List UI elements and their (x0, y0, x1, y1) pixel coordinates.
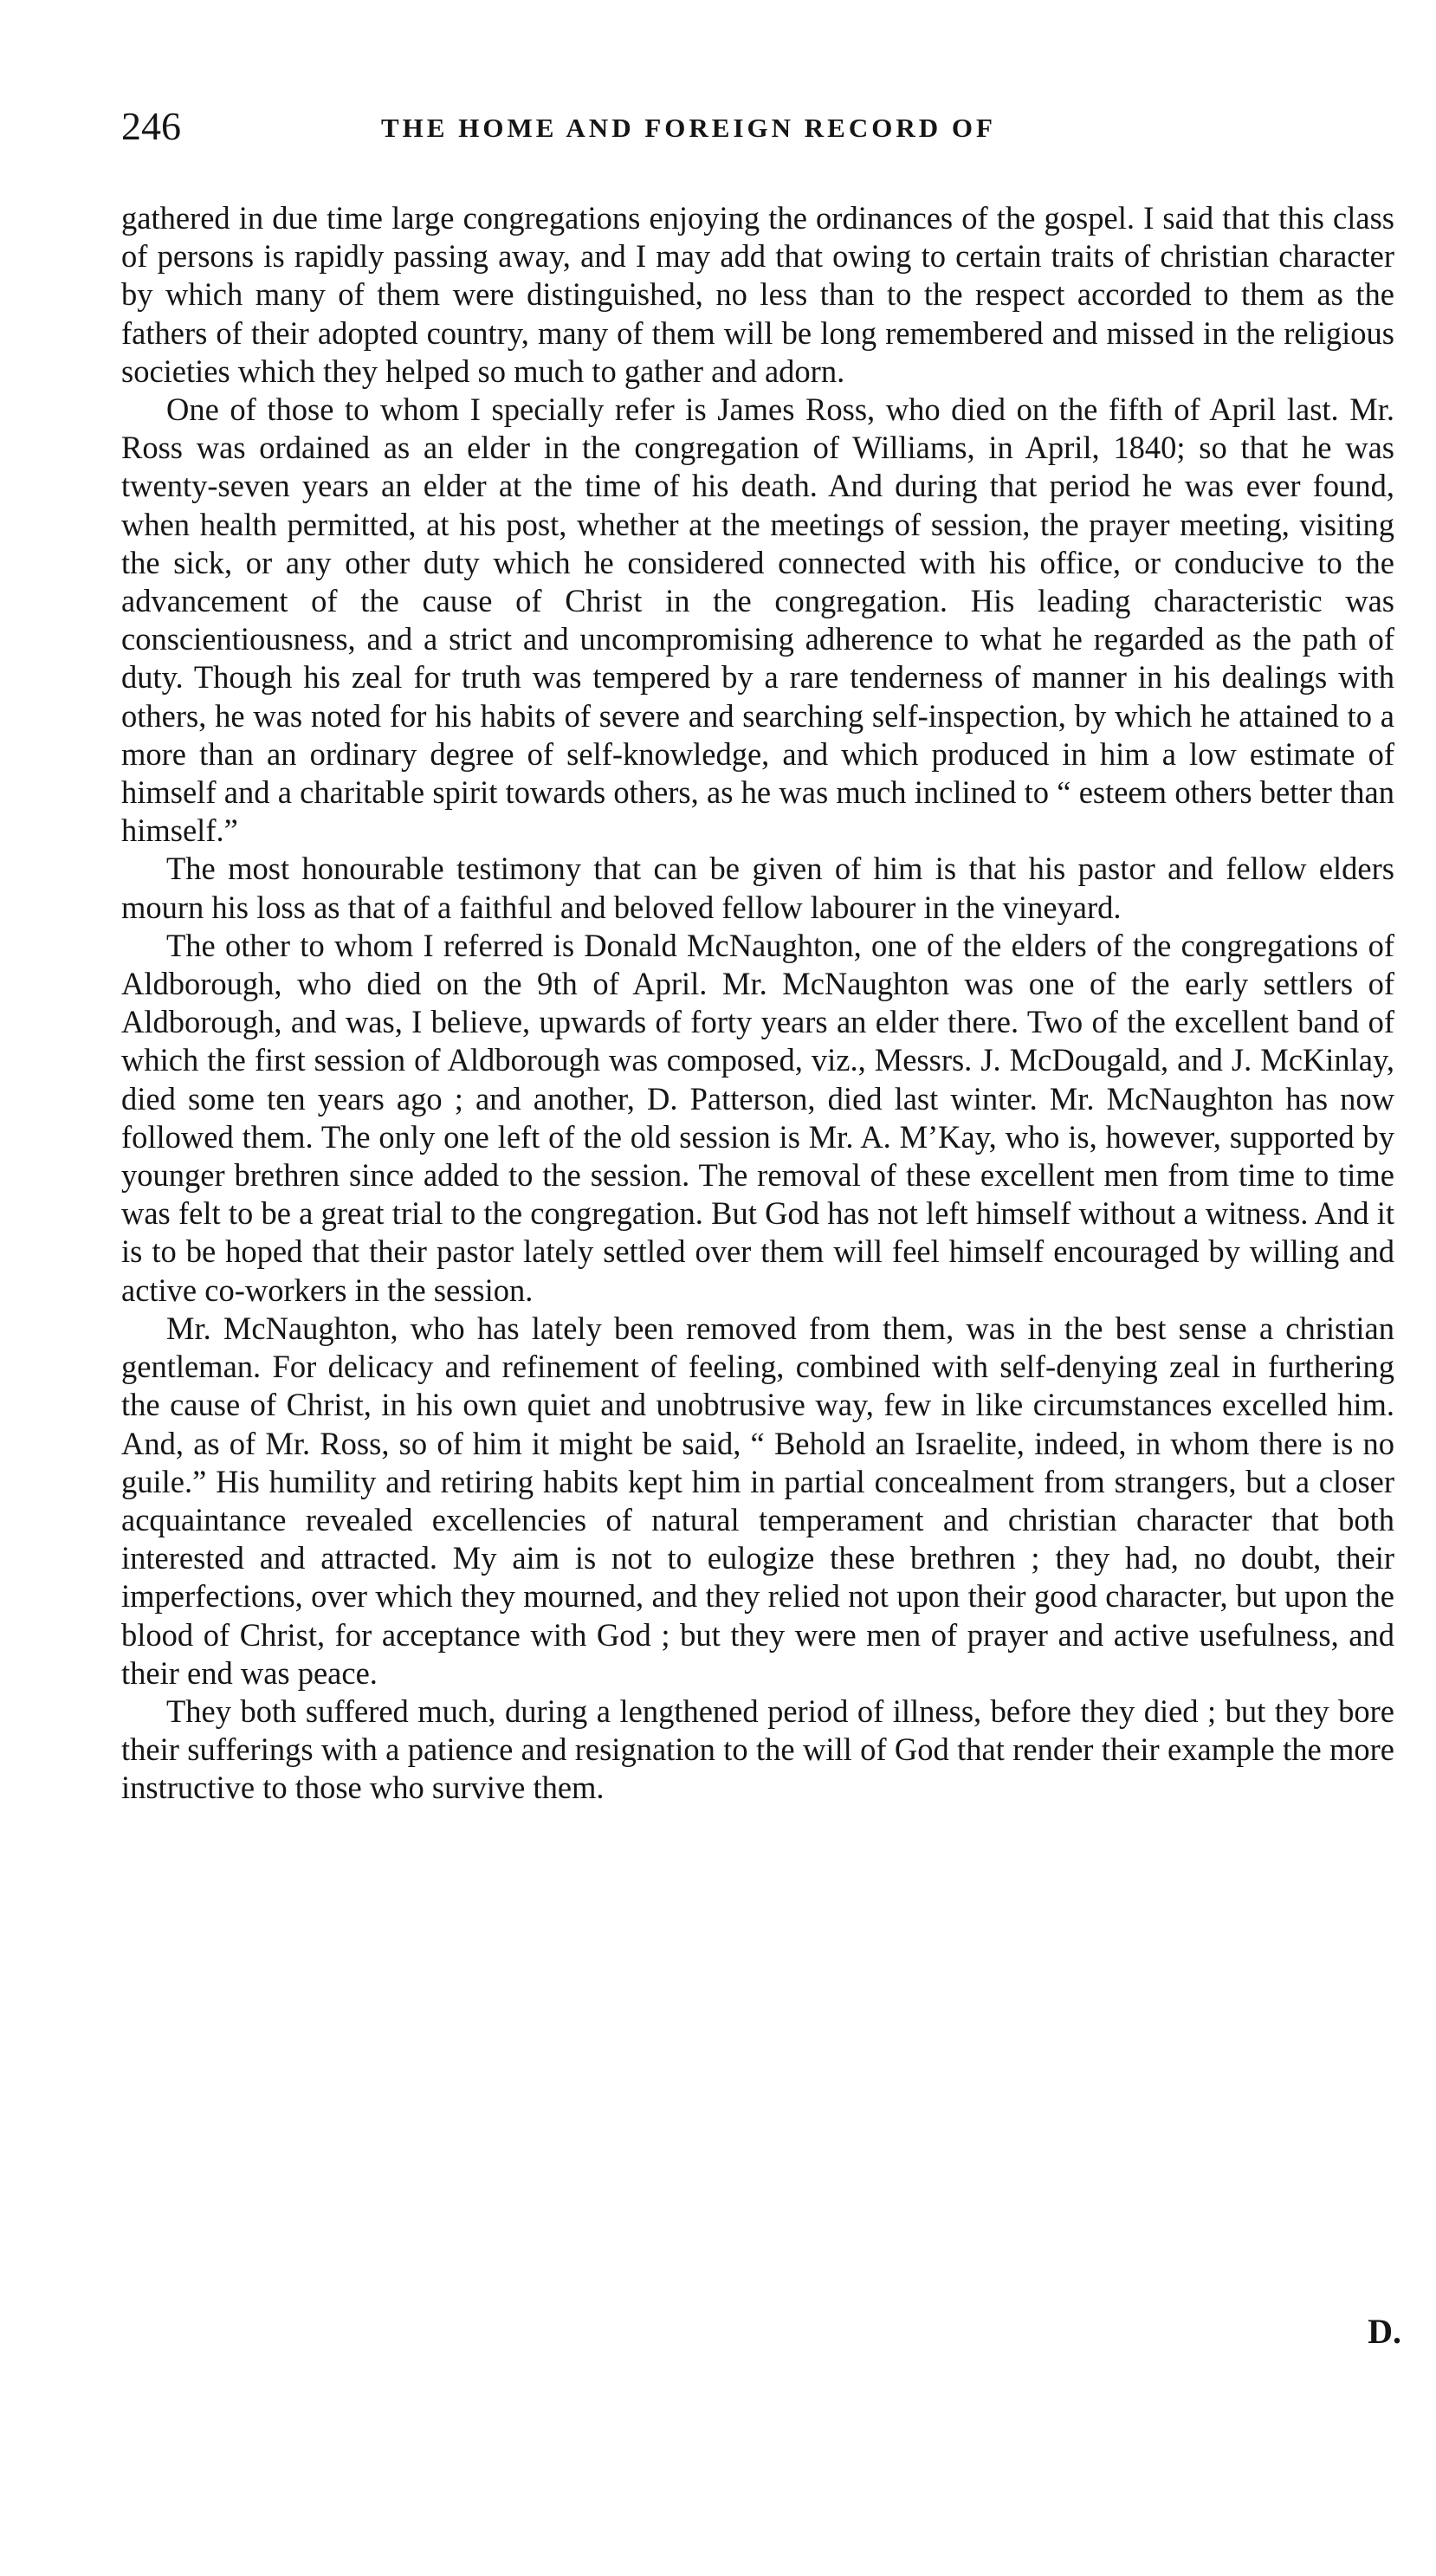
paragraph-4: The other to whom I referred is Donald McNaughton, one of the elders of the congregations of Aldborough, who died on the 9th of April. Mr. McNaughton was one of the early settlers of Aldborough, and was, I believe, upwards of forty years an elder there. Two of the excellent band of which the first session of Aldborough was composed, viz., Messrs. J. McDougald, and J. McKinlay, died some ten years ago ; and another, D. Patterson, died last winter. Mr. McNaughton has now followed them. The only one left of the old session is Mr. A. M’Kay, who is, however, supported by younger brethren since added to the session. The removal of these excellent men from time to time was felt to be a great trial to the congregation. But God has not left himself without a witness. And it is to be hoped that their pastor lately settled over them will feel himself encouraged by willing and active co-workers in the session. (121, 927, 1394, 1308)
paragraph-3: The most honourable testimony that can be given of him is that his pastor and fellow elders mourn his loss as that of a faithful and beloved fellow labourer in the vineyard. (121, 851, 1394, 925)
running-head: THE HOME AND FOREIGN RECORD OF (381, 113, 996, 143)
page-number: 246 (121, 104, 181, 148)
article-body (121, 199, 1394, 1808)
document-page (121, 102, 1394, 1806)
author-signature: D. (1368, 2312, 1401, 2351)
paragraph-2: One of those to whom I specially refer is James Ross, who died on the fifth of April last. Mr. Ross was ordained as an elder in the congregation of Williams, in April, 1840; so that he was twenty-seven years an elder at the time of his death. And during that period he was ever found, when health permitted, at his post, whether at the meetings of session, the prayer meeting, visiting the sick, or any other duty which he considered connected with his office, or conducive to the advancement of the cause of Christ in the congregation. His leading characteristic was conscientiousness, and a strict and uncompromising adherence to what he regarded as the path of duty. Though his zeal for truth was tempered by a rare tenderness of manner in his dealings with others, he was noted for his habits of severe and searching self-inspection, by which he attained to a more than an ordinary degree of self-knowledge, and which produced in him a low estimate of himself and a charitable spirit towards others, as he was much inclined to “ esteem others better than himself.” (121, 392, 1394, 849)
paragraph-6: They both suffered much, during a lengthened period of illness, before they died ; but they bore their sufferings with a patience and resignation to the will of God that render their example the more instructive to those who survive them. (121, 1693, 1394, 1806)
paragraph-1: gathered in due time large congregations enjoying the ordinances of the gospel. I said that this class of persons is rapidly passing away, and I may add that owing to certain traits of christian character by which many of them were distinguished, no less than to the respect accorded to them as the fathers of their adopted country, many of them will be long remembered and missed in the religious societies which they helped so much to gather and adorn. (121, 200, 1394, 389)
page-header (121, 102, 1394, 180)
paragraph-5: Mr. McNaughton, who has lately been removed from them, was in the best sense a christian gentleman. For delicacy and refinement of feeling, combined with self-denying zeal in furthering the cause of Christ, in his own quiet and unobtrusive way, few in like circumstances excelled him. And, as of Mr. Ross, so of him it might be said, “ Behold an Israelite, indeed, in whom there is no guile.” His humility and retiring habits kept him in partial concealment from strangers, but a closer acquaintance revealed excellencies of natural temperament and christian character that both interested and attracted. My aim is not to eulogize these brethren ; they had, no doubt, their imperfections, over which they mourned, and they relied not upon their good character, but upon the blood of Christ, for acceptance with God ; but they were men of prayer and active usefulness, and their end was peace. (121, 1310, 1394, 1691)
